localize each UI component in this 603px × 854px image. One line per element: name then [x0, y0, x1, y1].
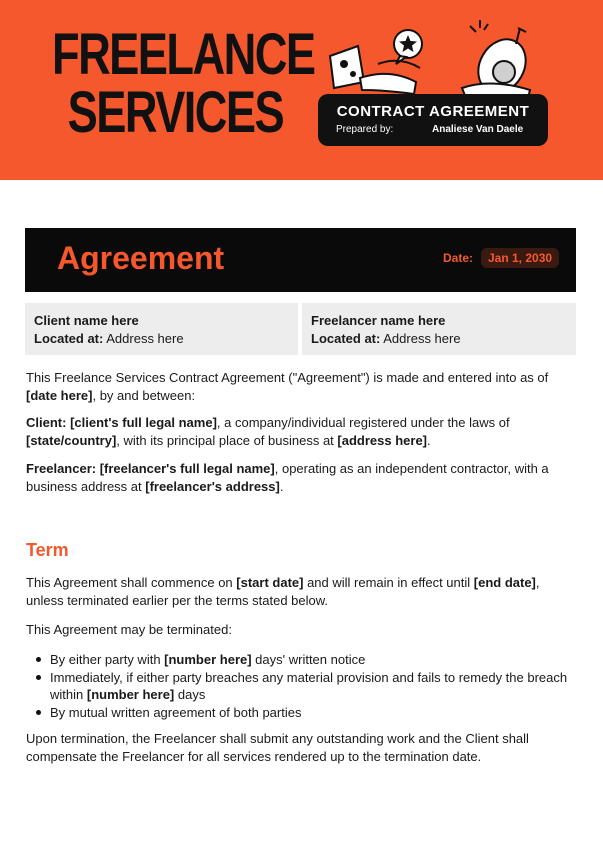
freelancer-paragraph: Freelancer: [freelancer's full legal name], operating as an independent contractor, with a business address at [freelancer's address].	[26, 461, 549, 494]
freelancer-name: Freelancer name here	[311, 313, 446, 328]
cartoon-illustration-icon	[320, 16, 550, 100]
client-info-box	[25, 303, 298, 355]
intro-paragraph: This Freelance Services Contract Agreement ("Agreement") is made and entered into as of [date here], by and between:	[26, 370, 549, 403]
badge-title: CONTRACT AGREEMENT	[336, 103, 530, 120]
agreement-title: Agreement	[57, 240, 225, 276]
page-title	[52, 22, 315, 145]
prepared-by-label: Prepared by:	[336, 124, 394, 135]
freelancer-info-box	[302, 303, 576, 355]
client-name: Client name here	[34, 313, 139, 328]
termination-closing: Upon termination, the Freelancer shall submit any outstanding work and the Client shall compensate the Freelancer for all services rendered up to the termination date.	[26, 731, 529, 764]
termination-intro: This Agreement may be terminated:	[26, 622, 232, 637]
freelancer-location-label: Located at:	[311, 331, 381, 346]
avocado-character-icon	[462, 20, 535, 100]
date-label: Date:	[443, 251, 474, 265]
client-location	[34, 330, 289, 348]
title-line-1: FREELANCE	[52, 22, 315, 87]
freelancer-location-value: Address here	[383, 331, 461, 346]
prepared-by-name: Analiese Van Daele	[432, 124, 524, 135]
client-location-label: Located at:	[34, 331, 104, 346]
title-line-2: SERVICES	[67, 80, 284, 145]
list-item: By mutual written agreement of both parties	[36, 704, 576, 722]
contract-badge	[318, 94, 548, 146]
freelancer-location	[311, 330, 567, 348]
termination-list	[36, 651, 576, 721]
agreement-bar	[25, 228, 576, 292]
star-bubble-icon	[394, 30, 422, 64]
header-banner	[0, 0, 603, 180]
date-value: Jan 1, 2030	[481, 248, 559, 268]
list-item: By either party with [number here] days' written notice	[36, 651, 576, 669]
client-location-value: Address here	[106, 331, 184, 346]
term-paragraph: This Agreement shall commence on [start date] and will remain in effect until [end date], unless terminated earlier per the terms stated below.	[26, 575, 540, 608]
list-item: Immediately, if either party breaches any material provision and fails to remedy the breach within [number here] days	[36, 669, 576, 704]
term-heading: Term	[26, 540, 69, 560]
client-paragraph: Client: [client's full legal name], a company/individual registered under the laws of [state/country], with its principal place of business at [address here].	[26, 415, 510, 448]
